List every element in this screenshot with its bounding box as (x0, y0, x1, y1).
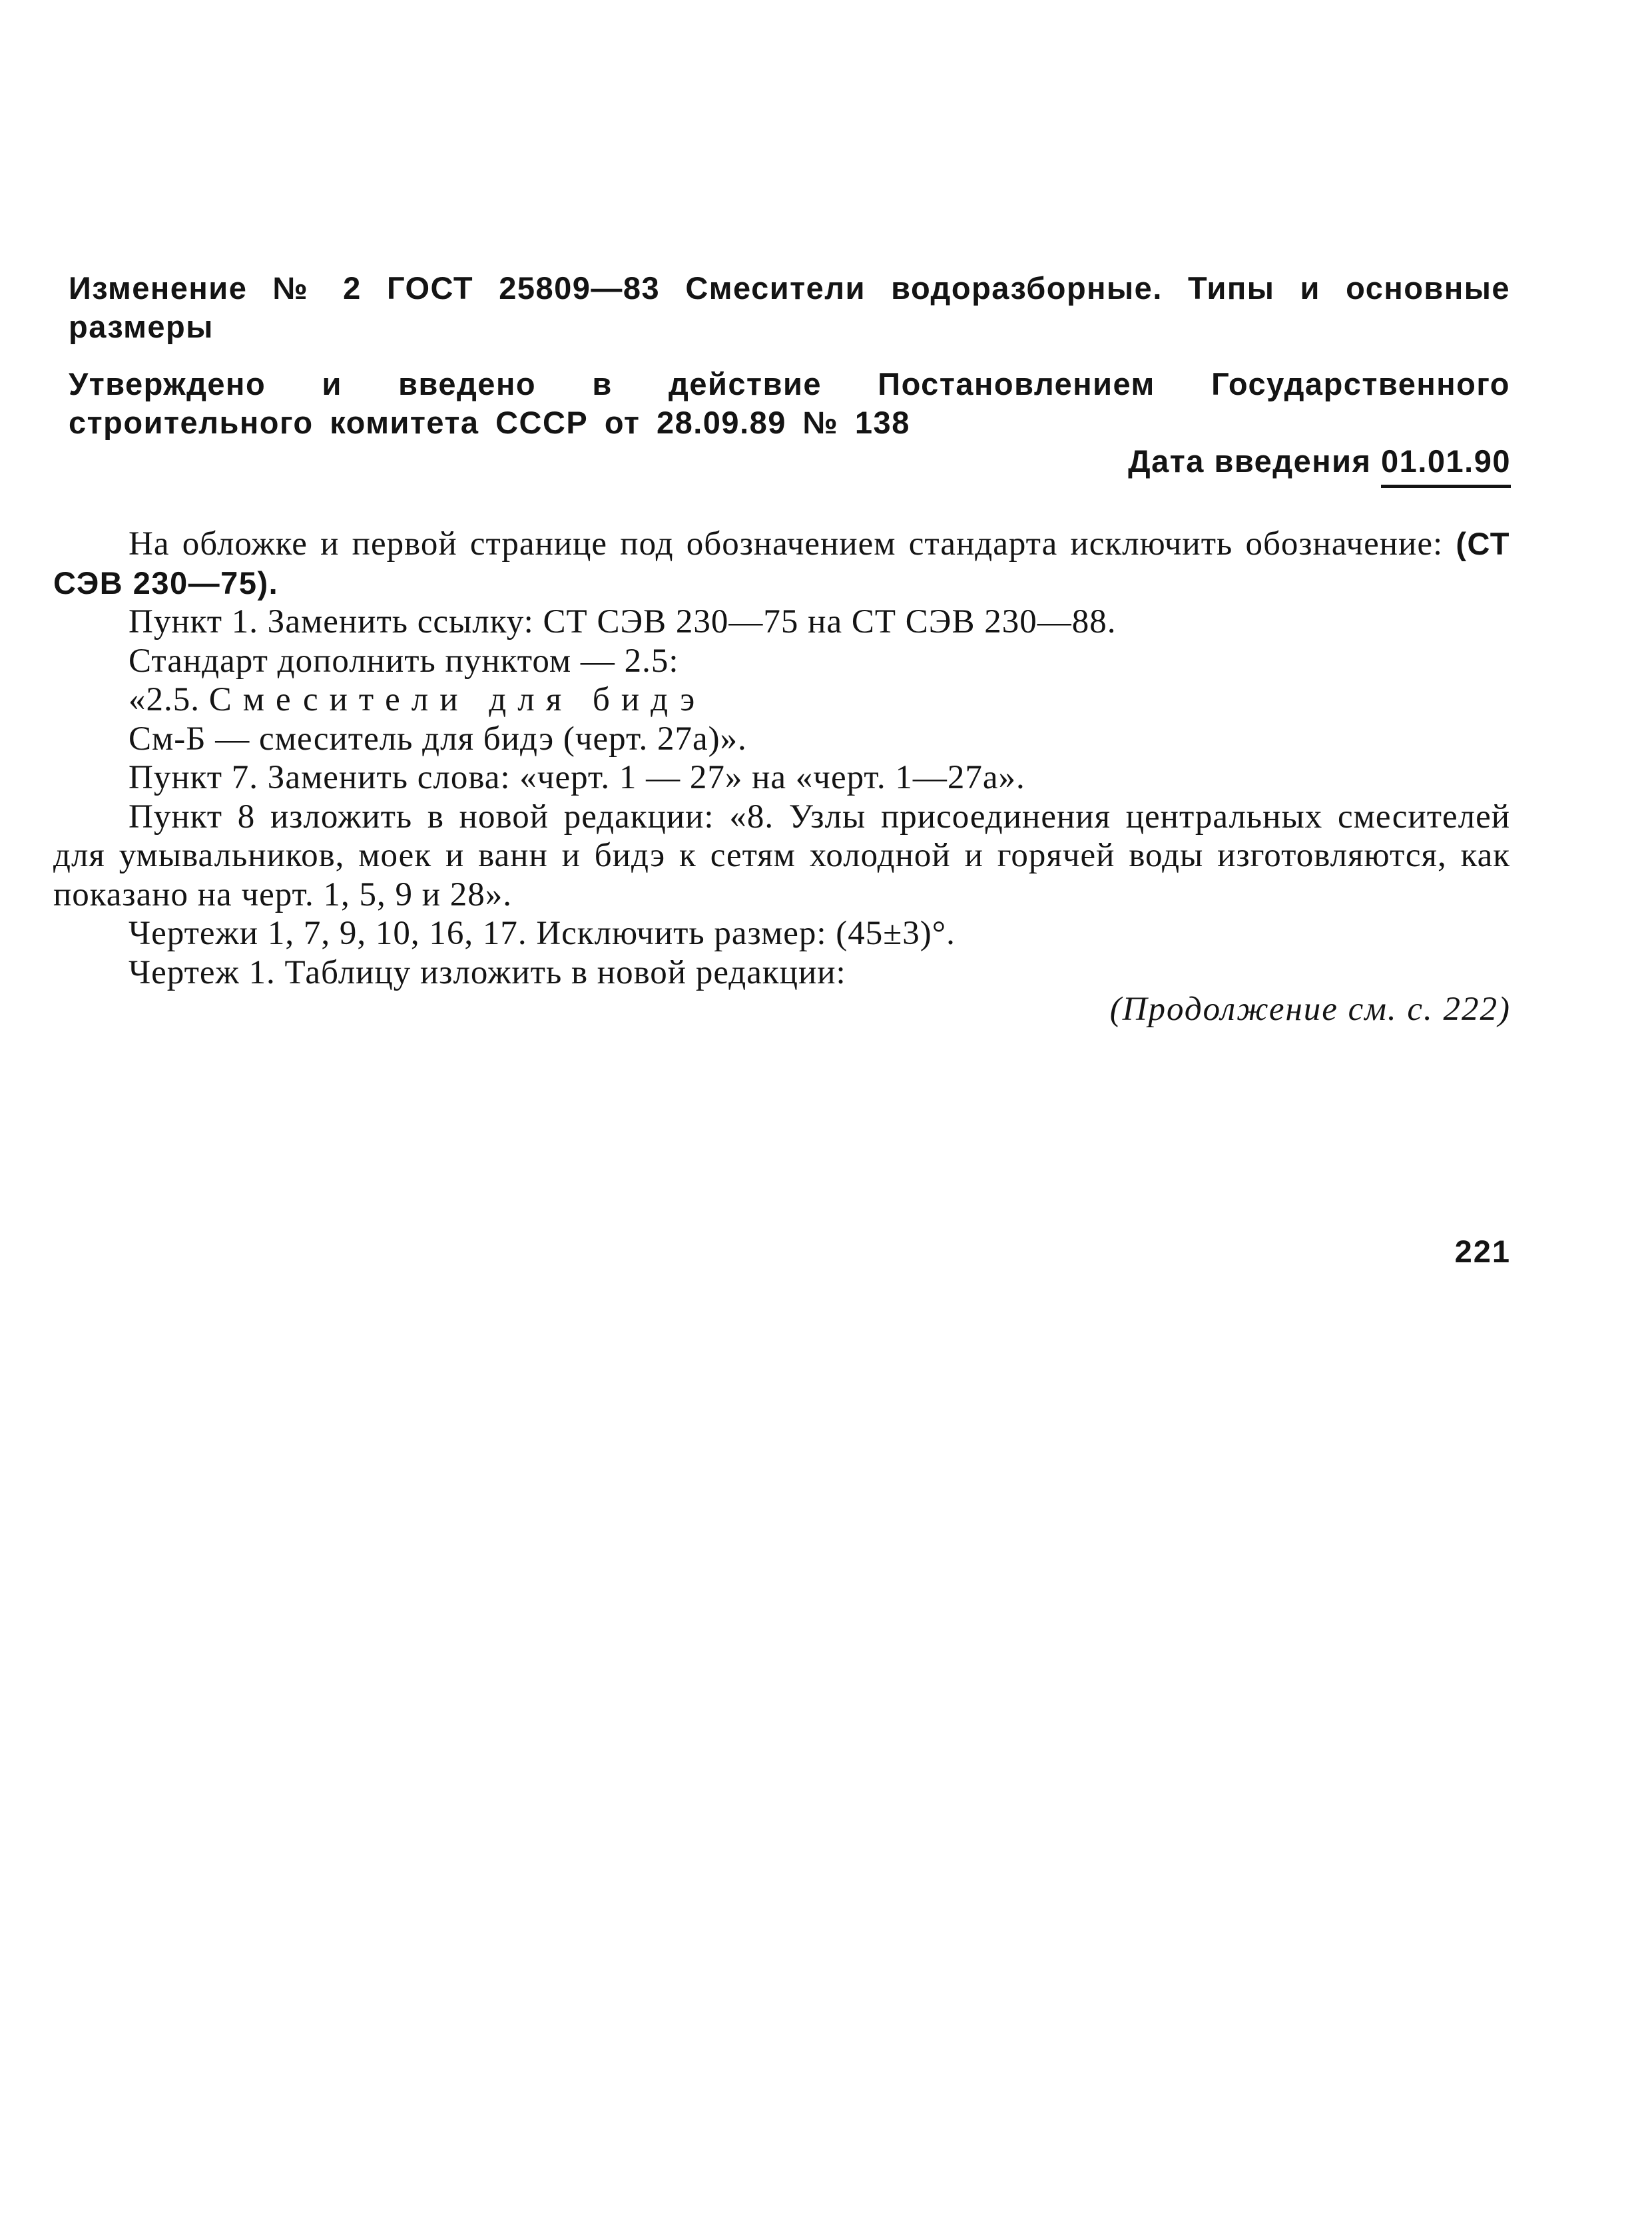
paragraph-point-8: Пункт 8 изложить в новой редакции: «8. Узлы присоединения центральных смесителей для умывальников, моек и ванн и бидэ к сетям холодной и горячей воды изготовляются, как показано на черт. 1, 5, 9 и 28». (53, 798, 1510, 913)
point-2-5-number: «2.5. (129, 681, 209, 718)
effective-date (1128, 442, 1511, 488)
effective-date-value: 01.01.90 (1381, 442, 1511, 488)
paragraph-mixer-definition: См-Б — смеситель для бидэ (черт. 27а)». (129, 720, 747, 758)
paragraph-cover-text: На обложке и первой странице под обозначением стандарта исключить обозначение: (129, 525, 1456, 563)
paragraph-point-7: Пункт 7. Заменить слова: «черт. 1 — 27» на «черт. 1—27а». (129, 759, 1025, 796)
amendment-title: Изменение № 2 ГОСТ 25809—83 Смесители водоразборные. Типы и основные размеры (69, 270, 1510, 344)
paragraph-add-point: Стандарт дополнить пунктом — 2.5: (129, 642, 679, 680)
paragraph-point-1: Пункт 1. Заменить ссылку: СТ СЭВ 230—75 на СТ СЭВ 230—88. (129, 603, 1117, 640)
paragraph-drawings: Чертежи 1, 7, 9, 10, 16, 17. Исключить размер: (45±3)°. (129, 915, 956, 952)
point-2-5-heading: Смесители для бидэ (208, 681, 706, 718)
paragraph-cover-designation: (СТ СЭВ 230—75). (53, 526, 1510, 601)
paragraph-point-2-5 (53, 680, 1510, 720)
paragraph-drawing-1: Чертеж 1. Таблицу изложить в новой редакции: (129, 953, 846, 991)
paragraph-cover (53, 525, 1510, 603)
page-number: 221 (1454, 1234, 1511, 1269)
approval-statement: Утверждено и введено в действие Постановлением Государственного строительного комитета СССР от 28.09.89 № 138 (69, 366, 1510, 440)
amendment-body (53, 525, 1510, 992)
effective-date-label: Дата введения (1128, 443, 1382, 479)
continuation-note: (Продолжение см. с. 222) (1109, 991, 1511, 1028)
